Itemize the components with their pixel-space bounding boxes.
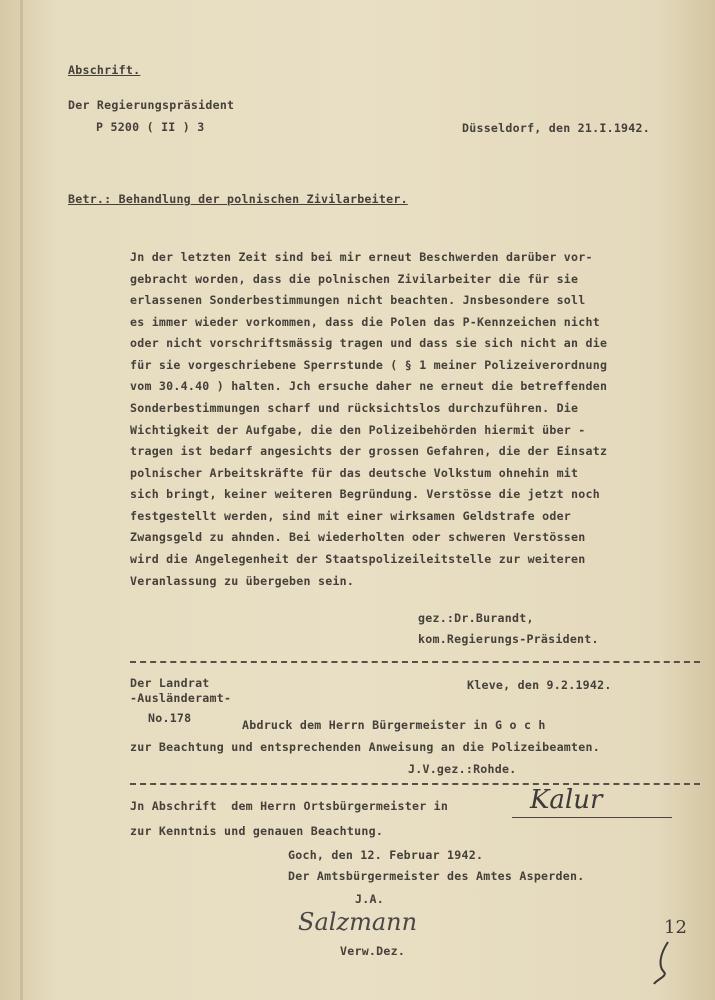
- copy-line-1: Jn Abschrift dem Herrn Ortsbürgermeister in: [130, 799, 449, 813]
- body-line: Jn der letzten Zeit sind bei mir erneut Beschwerden darüber vor-: [130, 250, 593, 264]
- landrat-text-2: zur Beachtung und entsprechenden Anweisung an die Polizeibeamten.: [130, 740, 600, 754]
- handwritten-place: Kalur: [530, 785, 603, 815]
- margin-mark: 12: [664, 917, 687, 938]
- page-fold: [20, 0, 23, 1000]
- sender-line-1: Der Regierungspräsident: [68, 98, 235, 112]
- body-line: Veranlassung zu übergeben sein.: [130, 574, 355, 588]
- body-line: erlassenen Sonderbestimmungen nicht beachten. Jnsbesondere soll: [130, 293, 586, 307]
- body-line: Zwangsgeld zu ahnden. Bei wiederholten oder schweren Verstössen: [130, 530, 586, 544]
- fill-in-line: [512, 817, 672, 818]
- body-line: sich bringt, keiner weiteren Begründung. Verstösse die jetzt noch: [130, 487, 600, 501]
- body-line: tragen ist bedarf angesichts der grossen Gefahren, die der Einsatz: [130, 444, 608, 458]
- goch-date: Goch, den 12. Februar 1942.: [288, 848, 484, 862]
- copy-line-2: zur Kenntnis und genauen Beachtung.: [130, 824, 384, 838]
- body-line: vom 30.4.40 ) halten. Jch ersuche daher ne erneut die betreffenden: [130, 379, 608, 393]
- separator-dashed: [130, 661, 700, 663]
- place-date: Düsseldorf, den 21.I.1942.: [462, 121, 650, 135]
- subject-line: Betr.: Behandlung der polnischen Zivilarbeiter.: [68, 192, 408, 206]
- landrat-place-date: Kleve, den 9.2.1942.: [467, 678, 612, 692]
- landrat-number: No.178: [148, 711, 192, 725]
- sender-reference: P 5200 ( II ) 3: [96, 120, 205, 134]
- body-line: gebracht worden, dass die polnischen Zivilarbeiter die für sie: [130, 272, 579, 286]
- separator-dashed: [130, 783, 700, 785]
- landrat-line-2: -Ausländeramt-: [130, 691, 232, 705]
- landrat-line-1: Der Landrat: [130, 676, 210, 690]
- signature-burandt: gez.:Dr.Burandt,: [418, 611, 534, 625]
- handwritten-signature: Salzmann: [298, 908, 418, 936]
- body-line: wird die Angelegenheit der Staatspolizeileitstelle zur weiteren: [130, 552, 586, 566]
- body-line: für sie vorgeschriebene Sperrstunde ( § 1 meiner Polizeiverordnung: [130, 358, 608, 372]
- body-line: es immer wieder vorkommen, dass die Polen das P-Kennzeichen nicht: [130, 315, 600, 329]
- ja-line: J.A.: [355, 892, 384, 906]
- margin-stroke-mark: [650, 938, 680, 988]
- landrat-text-1: Abdruck dem Herrn Bürgermeister in G o c h: [242, 718, 546, 732]
- landrat-signature: J.V.gez.:Rohde.: [408, 762, 517, 776]
- heading-abschrift: Abschrift.: [68, 63, 141, 77]
- body-line: Wichtigkeit der Aufgabe, die den Polizeibehörden hiermit über -: [130, 423, 586, 437]
- body-line: Sonderbestimmungen scharf und rücksichtslos durchzuführen. Die: [130, 401, 579, 415]
- body-line: polnischer Arbeitskräfte für das deutsche Volkstum ohnehin mit: [130, 466, 579, 480]
- body-line: festgestellt werden, sind mit einer wirksamen Geldstrafe oder: [130, 509, 572, 523]
- verw-dez: Verw.Dez.: [340, 944, 406, 958]
- signature-burandt-title: kom.Regierungs-Präsident.: [418, 632, 599, 646]
- amtsbuergermeister: Der Amtsbürgermeister des Amtes Asperden.: [288, 869, 585, 883]
- body-line: oder nicht vorschriftsmässig tragen und dass sie sich nicht an die: [130, 336, 608, 350]
